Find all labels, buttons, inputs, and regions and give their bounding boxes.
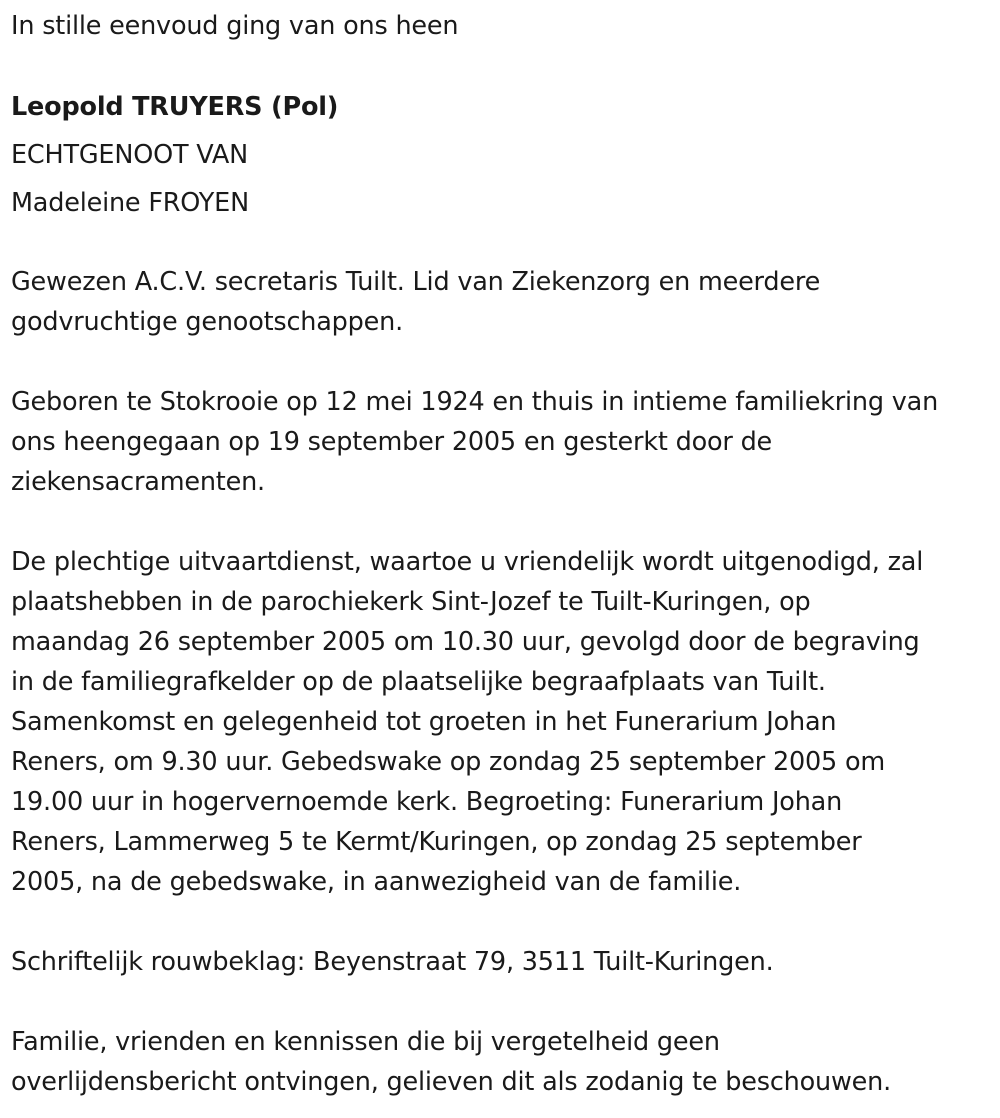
paragraph-line: in de familiegrafkelder op de plaatselijke begraafplaats van Tuilt. [11, 667, 826, 697]
family-notice-paragraph [11, 1022, 891, 1102]
paragraph-line: 19.00 uur in hogervernoemde kerk. Begroeting: Funerarium Johan [11, 787, 843, 817]
paragraph-line: Samenkomst en gelegenheid tot groeten in het Funerarium Johan [11, 707, 837, 737]
paragraph-line: De plechtige uitvaartdienst, waartoe u vriendelijk wordt uitgenodigd, zal [11, 547, 924, 577]
paragraph-line: 2005, na de gebedswake, in aanwezigheid van de familie. [11, 867, 742, 897]
paragraph-line: overlijdensbericht ontvingen, gelieven dit als zodanig te beschouwen. [11, 1067, 892, 1097]
paragraph-line: maandag 26 september 2005 om 10.30 uur, gevolgd door de begraving [11, 627, 920, 657]
occupation-paragraph [11, 262, 820, 342]
paragraph-line: Reners, Lammerweg 5 te Kermt/Kuringen, op zondag 25 september [11, 827, 862, 857]
deceased-name: Leopold TRUYERS (Pol) [11, 92, 339, 122]
paragraph-line: ziekensacramenten. [11, 467, 265, 497]
paragraph-line: ons heengegaan op 19 september 2005 en gesterkt door de [11, 427, 773, 457]
condolence-paragraph [11, 942, 774, 982]
paragraph-line: Reners, om 9.30 uur. Gebedswake op zondag 25 september 2005 om [11, 747, 886, 777]
paragraph-line: Geboren te Stokrooie op 12 mei 1924 en thuis in intieme familiekring van [11, 387, 939, 417]
paragraph-line: godvruchtige genootschappen. [11, 307, 404, 337]
spouse-label: ECHTGENOOT VAN [11, 140, 248, 170]
spouse-name: Madeleine FROYEN [11, 188, 249, 218]
paragraph-line: plaatshebben in de parochiekerk Sint-Jozef te Tuilt-Kuringen, op [11, 587, 811, 617]
birth-death-paragraph [11, 382, 938, 502]
paragraph-line: Familie, vrienden en kennissen die bij vergetelheid geen [11, 1027, 720, 1057]
paragraph-line: Schriftelijk rouwbeklag: Beyenstraat 79, 3511 Tuilt-Kuringen. [11, 947, 774, 977]
intro-line: In stille eenvoud ging van ons heen [11, 11, 459, 41]
paragraph-line: Gewezen A.C.V. secretaris Tuilt. Lid van Ziekenzorg en meerdere [11, 267, 821, 297]
funeral-service-paragraph [11, 542, 923, 902]
